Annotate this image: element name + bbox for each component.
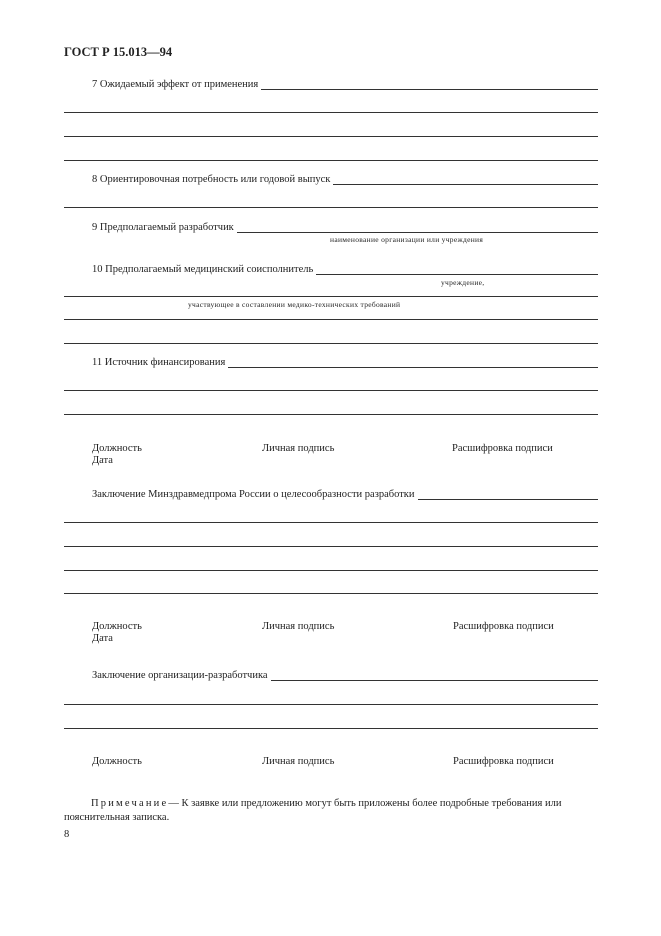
item-7-line-3[interactable] xyxy=(64,136,598,137)
ministry-conclusion-label: Заключение Минздравмедпрома России о целесообразности разработки xyxy=(92,489,415,500)
ministry-conclusion-field[interactable] xyxy=(418,489,598,500)
item-10-line-2[interactable] xyxy=(64,296,598,297)
item-9-hint: наименование организации или учреждения xyxy=(330,235,484,244)
item-7-label: 7 Ожидаемый эффект от применения xyxy=(92,79,259,90)
signature-3-personal: Личная подпись xyxy=(262,756,335,767)
document-code: ГОСТ Р 15.013—94 xyxy=(64,45,173,59)
item-11-label: 11 Источник финансирования xyxy=(92,357,226,368)
ministry-line-4[interactable] xyxy=(64,570,598,571)
item-7-line-2[interactable] xyxy=(64,112,598,113)
item-11-row xyxy=(92,357,598,368)
item-11-line-3[interactable] xyxy=(64,414,598,415)
signature-2-decoding: Расшифровка подписи xyxy=(453,621,554,632)
ministry-line-3[interactable] xyxy=(64,546,598,547)
item-9-field[interactable] xyxy=(237,222,598,233)
item-10-hint-1: учреждение, xyxy=(441,278,485,287)
signature-3-position: Должность xyxy=(92,756,142,767)
developer-conclusion-row xyxy=(92,670,598,681)
signature-1-decoding: Расшифровка подписи xyxy=(452,443,553,454)
item-8-line-2[interactable] xyxy=(64,207,598,208)
ministry-conclusion-row xyxy=(92,489,598,500)
item-8-row xyxy=(92,174,598,185)
item-10-line-4[interactable] xyxy=(64,343,598,344)
item-10-label: 10 Предполагаемый медицинский соисполнитель xyxy=(92,264,314,275)
developer-conclusion-label: Заключение организации-разработчика xyxy=(92,670,268,681)
developer-line-3[interactable] xyxy=(64,728,598,729)
item-8-field[interactable] xyxy=(333,174,598,185)
signature-1-position: Должность xyxy=(92,443,142,454)
item-10-row xyxy=(92,264,598,275)
item-8-label: 8 Ориентировочная потребность или годовой выпуск xyxy=(92,174,331,185)
signature-2-personal: Личная подпись xyxy=(262,621,335,632)
signature-2-date: Дата xyxy=(92,633,113,644)
item-7-row xyxy=(92,79,598,90)
signature-2-position: Должность xyxy=(92,621,142,632)
note-text: — К заявке или предложению могут быть приложены более подробные требования или пояснительная записка. xyxy=(64,798,562,823)
note-label: Примечание xyxy=(91,798,169,809)
item-10-hint-2: участвующее в составлении медико-технических требований xyxy=(188,300,401,309)
signature-1-personal: Личная подпись xyxy=(262,443,335,454)
item-9-label: 9 Предполагаемый разработчик xyxy=(92,222,234,233)
item-7-line-4[interactable] xyxy=(64,160,598,161)
developer-conclusion-field[interactable] xyxy=(271,670,598,681)
ministry-line-5[interactable] xyxy=(64,593,598,594)
signature-1-date: Дата xyxy=(92,455,113,466)
item-10-line-3[interactable] xyxy=(64,319,598,320)
item-9-row xyxy=(92,222,598,233)
ministry-line-2[interactable] xyxy=(64,522,598,523)
item-11-field[interactable] xyxy=(228,357,598,368)
item-11-line-2[interactable] xyxy=(64,390,598,391)
signature-3-decoding: Расшифровка подписи xyxy=(453,756,554,767)
note xyxy=(64,797,600,825)
page-number: 8 xyxy=(64,829,70,840)
developer-line-2[interactable] xyxy=(64,704,598,705)
item-10-field[interactable] xyxy=(316,264,598,275)
item-7-field[interactable] xyxy=(261,79,598,90)
